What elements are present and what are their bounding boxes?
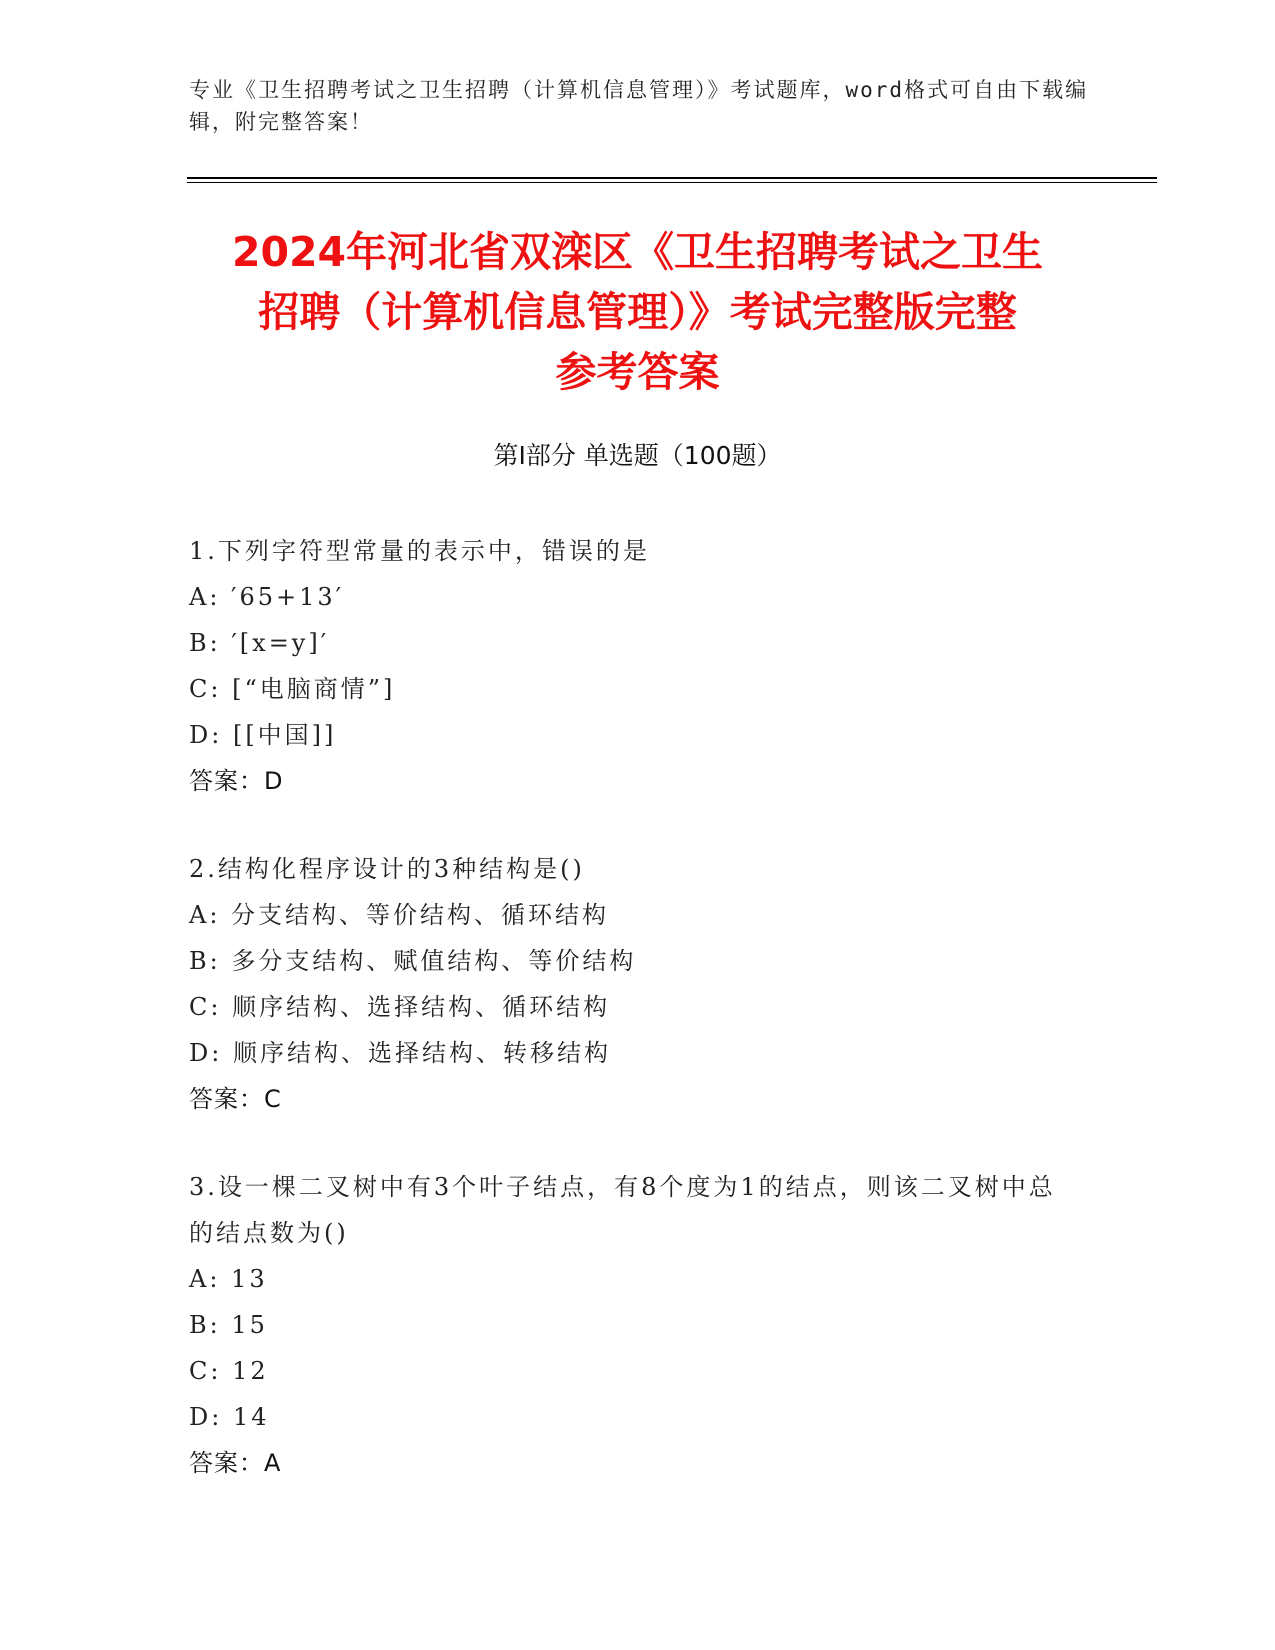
- option-d: D: 14: [189, 1403, 270, 1431]
- answer-value: D: [264, 767, 283, 795]
- option-a: A: 13: [189, 1265, 268, 1293]
- title-line-2: 招聘（计算机信息管理）》考试完整版完整: [258, 288, 1017, 336]
- question-list: [189, 528, 1069, 1528]
- option-b: B: 15: [189, 1311, 268, 1339]
- option-a: A: 分支结构、等价结构、循环结构: [189, 901, 610, 929]
- question-2: [189, 846, 1069, 1122]
- option-b: B: 多分支结构、赋值结构、等价结构: [189, 947, 637, 975]
- answer-line: [189, 758, 1069, 804]
- option-a: A: ′65+13′: [189, 583, 345, 611]
- option-c: C: 顺序结构、选择结构、循环结构: [189, 993, 611, 1021]
- document-title: [150, 222, 1125, 402]
- question-1: [189, 528, 1069, 804]
- answer-line: [189, 1440, 1069, 1486]
- option-d: D: 顺序结构、选择结构、转移结构: [189, 1039, 611, 1067]
- header-divider-thin: [187, 182, 1157, 183]
- option-c: C: 12: [189, 1357, 269, 1385]
- question-stem: 1.下列字符型常量的表示中，错误的是: [189, 537, 650, 565]
- answer-line: [189, 1076, 1069, 1122]
- question-stem: 3.设一棵二叉树中有3个叶子结点，有8个度为1的结点，则该二叉树中总的结点数为(): [189, 1173, 1056, 1247]
- answer-label: 答案：: [189, 1449, 264, 1477]
- answer-value: A: [264, 1449, 281, 1477]
- question-3: [189, 1164, 1069, 1486]
- answer-value: C: [264, 1085, 281, 1113]
- header-divider-thick: [187, 177, 1157, 179]
- answer-label: 答案：: [189, 767, 264, 795]
- title-line-3: 参考答案: [555, 348, 720, 396]
- option-d: D: [[中国]]: [189, 721, 337, 749]
- answer-label: 答案：: [189, 1085, 264, 1113]
- header-note: 专业《卫生招聘考试之卫生招聘（计算机信息管理）》考试题库，word格式可自由下载编辑，附完整答案！: [189, 78, 1089, 134]
- question-stem: 2.结构化程序设计的3种结构是(): [189, 855, 585, 883]
- section-heading: 第Ⅰ部分 单选题（100题）: [493, 441, 782, 470]
- option-b: B: ′[x=y]′: [189, 629, 330, 657]
- title-line-1: 2024年河北省双滦区《卫生招聘考试之卫生: [231, 228, 1044, 276]
- option-c: C: [“电脑商情”]: [189, 675, 396, 703]
